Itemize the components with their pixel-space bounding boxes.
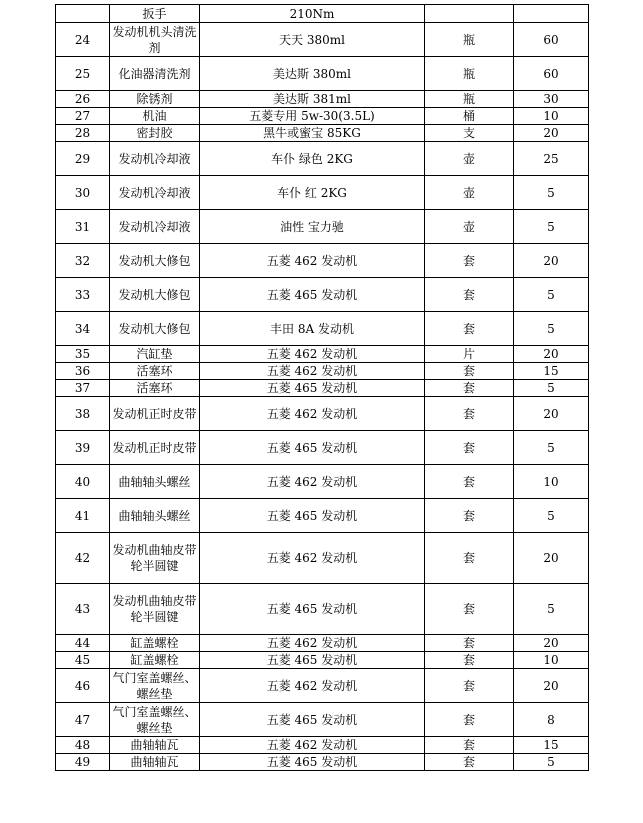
table-row <box>56 703 589 737</box>
cell-name: 曲轴轴头螺丝 <box>110 465 200 499</box>
cell-qty: 60 <box>514 23 589 57</box>
cell-qty: 15 <box>514 737 589 754</box>
cell-no: 37 <box>56 380 110 397</box>
cell-unit: 瓶 <box>425 91 514 108</box>
cell-no: 43 <box>56 584 110 635</box>
cell-no <box>56 5 110 23</box>
cell-name: 活塞环 <box>110 363 200 380</box>
cell-name: 发动机曲轴皮带轮半圆键 <box>110 584 200 635</box>
cell-unit: 套 <box>425 737 514 754</box>
cell-qty: 15 <box>514 363 589 380</box>
cell-unit: 桶 <box>425 108 514 125</box>
cell-spec: 油性 宝力驰 <box>200 210 425 244</box>
cell-no: 41 <box>56 499 110 533</box>
cell-unit: 壶 <box>425 176 514 210</box>
cell-unit: 套 <box>425 312 514 346</box>
table-row <box>56 363 589 380</box>
cell-spec: 黑牛或蜜宝 85KG <box>200 125 425 142</box>
cell-no: 47 <box>56 703 110 737</box>
cell-unit: 套 <box>425 584 514 635</box>
cell-qty: 20 <box>514 244 589 278</box>
cell-spec: 五菱 465 发动机 <box>200 499 425 533</box>
parts-table-body <box>56 5 589 771</box>
cell-name: 除锈剂 <box>110 91 200 108</box>
cell-qty: 5 <box>514 210 589 244</box>
cell-qty: 5 <box>514 431 589 465</box>
cell-no: 40 <box>56 465 110 499</box>
cell-spec: 210Nm <box>200 5 425 23</box>
cell-unit <box>425 5 514 23</box>
cell-name: 机油 <box>110 108 200 125</box>
cell-name: 曲轴轴瓦 <box>110 754 200 771</box>
cell-spec: 五菱 462 发动机 <box>200 244 425 278</box>
cell-qty: 5 <box>514 754 589 771</box>
cell-unit: 套 <box>425 669 514 703</box>
cell-qty: 10 <box>514 652 589 669</box>
cell-no: 39 <box>56 431 110 465</box>
cell-spec: 丰田 8A 发动机 <box>200 312 425 346</box>
cell-spec: 天天 380ml <box>200 23 425 57</box>
cell-qty: 20 <box>514 125 589 142</box>
cell-spec: 五菱 462 发动机 <box>200 363 425 380</box>
table-row <box>56 108 589 125</box>
table-row <box>56 584 589 635</box>
cell-qty: 5 <box>514 176 589 210</box>
cell-no: 44 <box>56 635 110 652</box>
cell-unit: 套 <box>425 703 514 737</box>
cell-qty: 30 <box>514 91 589 108</box>
cell-name: 发动机正时皮带 <box>110 397 200 431</box>
cell-no: 49 <box>56 754 110 771</box>
cell-name: 发动机大修包 <box>110 244 200 278</box>
cell-spec: 车仆 绿色 2KG <box>200 142 425 176</box>
table-row <box>56 652 589 669</box>
cell-name: 化油器清洗剂 <box>110 57 200 91</box>
cell-no: 48 <box>56 737 110 754</box>
cell-name: 曲轴轴头螺丝 <box>110 499 200 533</box>
cell-qty: 10 <box>514 465 589 499</box>
cell-spec: 五菱 462 发动机 <box>200 346 425 363</box>
table-row <box>56 533 589 584</box>
cell-no: 35 <box>56 346 110 363</box>
table-row <box>56 754 589 771</box>
table-row <box>56 499 589 533</box>
cell-qty: 5 <box>514 278 589 312</box>
cell-spec: 五菱 465 发动机 <box>200 278 425 312</box>
cell-spec: 五菱 462 发动机 <box>200 465 425 499</box>
cell-no: 36 <box>56 363 110 380</box>
cell-no: 45 <box>56 652 110 669</box>
cell-unit: 套 <box>425 363 514 380</box>
cell-no: 29 <box>56 142 110 176</box>
cell-unit: 套 <box>425 533 514 584</box>
cell-spec: 五菱 462 发动机 <box>200 635 425 652</box>
cell-spec: 五菱 462 发动机 <box>200 669 425 703</box>
cell-unit: 套 <box>425 431 514 465</box>
cell-name: 发动机大修包 <box>110 278 200 312</box>
cell-name: 曲轴轴瓦 <box>110 737 200 754</box>
cell-name: 缸盖螺栓 <box>110 652 200 669</box>
table-row <box>56 737 589 754</box>
table-row <box>56 431 589 465</box>
table-row <box>56 669 589 703</box>
cell-spec: 美达斯 380ml <box>200 57 425 91</box>
cell-spec: 五菱 465 发动机 <box>200 380 425 397</box>
cell-unit: 套 <box>425 465 514 499</box>
cell-no: 46 <box>56 669 110 703</box>
cell-unit: 瓶 <box>425 57 514 91</box>
table-row <box>56 23 589 57</box>
cell-unit: 壶 <box>425 210 514 244</box>
cell-qty <box>514 5 589 23</box>
cell-no: 42 <box>56 533 110 584</box>
cell-unit: 套 <box>425 278 514 312</box>
cell-unit: 瓶 <box>425 23 514 57</box>
cell-name: 汽缸垫 <box>110 346 200 363</box>
cell-spec: 五菱 465 发动机 <box>200 584 425 635</box>
cell-name: 发动机正时皮带 <box>110 431 200 465</box>
cell-no: 30 <box>56 176 110 210</box>
cell-qty: 20 <box>514 397 589 431</box>
cell-name: 发动机大修包 <box>110 312 200 346</box>
table-row <box>56 125 589 142</box>
cell-name: 发动机冷却液 <box>110 210 200 244</box>
cell-qty: 20 <box>514 669 589 703</box>
cell-qty: 20 <box>514 533 589 584</box>
cell-unit: 片 <box>425 346 514 363</box>
cell-no: 34 <box>56 312 110 346</box>
cell-unit: 套 <box>425 380 514 397</box>
cell-name: 气门室盖螺丝、螺丝垫 <box>110 703 200 737</box>
cell-name: 扳手 <box>110 5 200 23</box>
cell-spec: 车仆 红 2KG <box>200 176 425 210</box>
cell-unit: 套 <box>425 635 514 652</box>
cell-no: 27 <box>56 108 110 125</box>
cell-unit: 支 <box>425 125 514 142</box>
cell-no: 26 <box>56 91 110 108</box>
parts-table <box>55 4 589 771</box>
cell-name: 发动机冷却液 <box>110 176 200 210</box>
cell-name: 活塞环 <box>110 380 200 397</box>
cell-name: 发动机机头清洗剂 <box>110 23 200 57</box>
cell-qty: 5 <box>514 380 589 397</box>
cell-name: 密封胶 <box>110 125 200 142</box>
table-row <box>56 380 589 397</box>
cell-no: 24 <box>56 23 110 57</box>
table-row <box>56 465 589 499</box>
cell-qty: 20 <box>514 635 589 652</box>
cell-no: 31 <box>56 210 110 244</box>
cell-unit: 套 <box>425 652 514 669</box>
cell-spec: 美达斯 381ml <box>200 91 425 108</box>
cell-unit: 套 <box>425 244 514 278</box>
cell-qty: 60 <box>514 57 589 91</box>
table-row <box>56 210 589 244</box>
cell-unit: 套 <box>425 499 514 533</box>
cell-qty: 5 <box>514 499 589 533</box>
cell-unit: 套 <box>425 754 514 771</box>
cell-qty: 8 <box>514 703 589 737</box>
table-row <box>56 91 589 108</box>
table-row <box>56 346 589 363</box>
table-row <box>56 278 589 312</box>
cell-name: 发动机曲轴皮带轮半圆键 <box>110 533 200 584</box>
table-row <box>56 5 589 23</box>
table-row <box>56 635 589 652</box>
cell-spec: 五菱 465 发动机 <box>200 652 425 669</box>
cell-qty: 5 <box>514 312 589 346</box>
cell-name: 气门室盖螺丝、螺丝垫 <box>110 669 200 703</box>
cell-no: 28 <box>56 125 110 142</box>
cell-name: 缸盖螺栓 <box>110 635 200 652</box>
table-row <box>56 142 589 176</box>
cell-no: 25 <box>56 57 110 91</box>
table-row <box>56 244 589 278</box>
table-row <box>56 176 589 210</box>
cell-spec: 五菱 465 发动机 <box>200 431 425 465</box>
cell-spec: 五菱 462 发动机 <box>200 737 425 754</box>
cell-no: 33 <box>56 278 110 312</box>
table-row <box>56 57 589 91</box>
cell-spec: 五菱 462 发动机 <box>200 397 425 431</box>
cell-name: 发动机冷却液 <box>110 142 200 176</box>
cell-unit: 套 <box>425 397 514 431</box>
cell-unit: 壶 <box>425 142 514 176</box>
cell-qty: 5 <box>514 584 589 635</box>
cell-qty: 10 <box>514 108 589 125</box>
cell-spec: 五菱 462 发动机 <box>200 533 425 584</box>
cell-spec: 五菱专用 5w-30(3.5L) <box>200 108 425 125</box>
cell-qty: 20 <box>514 346 589 363</box>
cell-qty: 25 <box>514 142 589 176</box>
cell-no: 38 <box>56 397 110 431</box>
cell-spec: 五菱 465 发动机 <box>200 754 425 771</box>
cell-spec: 五菱 465 发动机 <box>200 703 425 737</box>
table-row <box>56 397 589 431</box>
cell-no: 32 <box>56 244 110 278</box>
table-row <box>56 312 589 346</box>
